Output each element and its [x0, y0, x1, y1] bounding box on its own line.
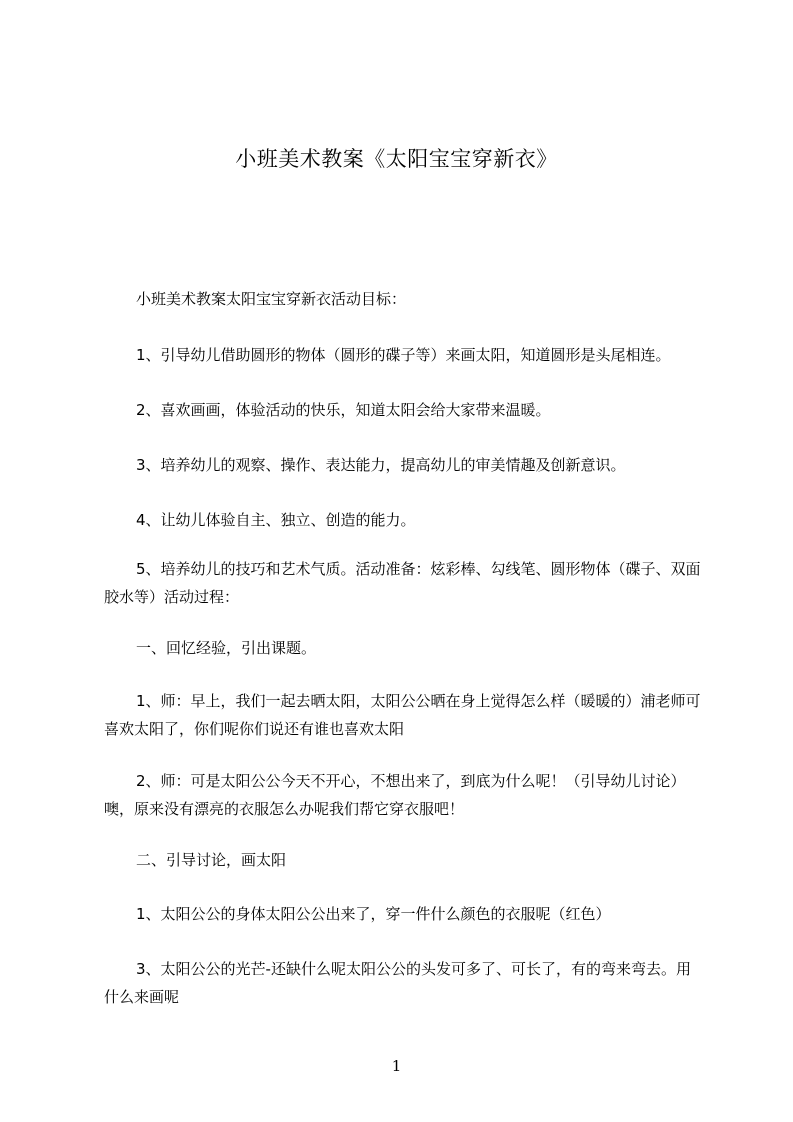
paragraph-goal-5-preparation: 5、培养幼儿的技巧和艺术气质。活动准备：炫彩棒、勾线笔、圆形物体（碟子、双面胶水等）活动过程：: [104, 560, 701, 606]
paragraph-objectives-heading: 小班美术教案太阳宝宝穿新衣活动目标：: [136, 290, 407, 308]
paragraph-goal-1: 1、引导幼儿借助圆形的物体（圆形的碟子等）来画太阳，知道圆形是头尾相连。: [136, 346, 671, 364]
paragraph-step-2-3: 3、太阳公公的光芒-还缺什么呢太阳公公的头发可多了、可长了，有的弯来弯去。用什么来画呢: [104, 960, 691, 1006]
paragraph-goal-4: 4、让幼儿体验自主、独立、创造的能力。: [136, 511, 416, 529]
page-number: 1: [391, 1057, 402, 1075]
paragraph-goal-2: 2、喜欢画画，体验活动的快乐，知道太阳会给大家带来温暖。: [136, 401, 551, 419]
paragraph-section-2: 二、引导讨论，画太阳: [136, 851, 287, 869]
paragraph-goal-3: 3、培养幼儿的观察、操作、表达能力，提高幼儿的审美情趣及创新意识。: [136, 456, 626, 474]
paragraph-step-1-1: 1、师：早上，我们一起去晒太阳，太阳公公晒在身上觉得怎么样（暖暖的）浦老师可喜欢太阳了，你们呢你们说还有谁也喜欢太阳: [104, 692, 701, 738]
paragraph-step-1-2: 2、师：可是太阳公公今天不开心，不想出来了，到底为什么呢！（引导幼儿讨论）噢，原来没有漂亮的衣服怎么办呢我们帮它穿衣服吧！: [104, 772, 686, 818]
paragraph-section-1: 一、回忆经验，引出课题。: [136, 639, 317, 657]
paragraph-step-2-1: 1、太阳公公的身体太阳公公出来了，穿一件什么颜色的衣服呢（红色）: [136, 905, 611, 923]
document-title: 小班美术教案《太阳宝宝穿新衣》: [235, 147, 558, 171]
